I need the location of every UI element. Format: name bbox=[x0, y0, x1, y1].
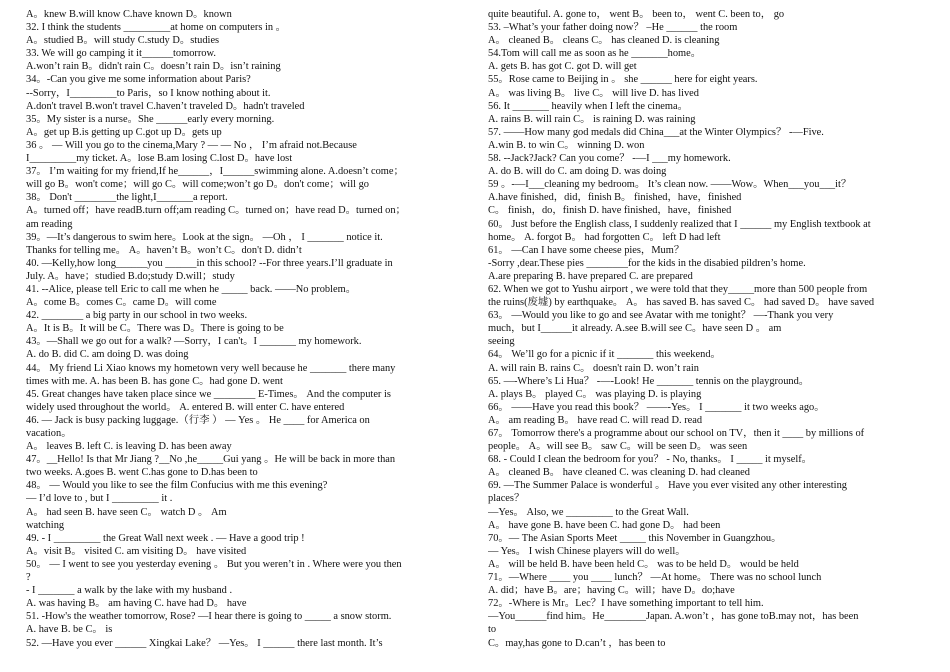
question-line: 58. --Jack?Jack? Can you come？ -—I ___my homework. bbox=[488, 153, 731, 165]
question-line: to bbox=[488, 624, 497, 636]
question-line: 37。 I’m waiting for my friend,If he______，I______swimming alone. A.doesn’t come； bbox=[26, 166, 404, 178]
question-line: 41. --Alice, please tell Eric to call me when he _____ back. ——No problem。 bbox=[26, 283, 357, 295]
question-line: A。 was living B。 live C。 will live D. has lived bbox=[488, 87, 699, 99]
question-line: C。 finish，do，finish D. have finished，have，finished bbox=[488, 205, 732, 217]
question-line: watching bbox=[26, 519, 65, 531]
question-line: A。 cleaned B。 have cleaned C. was cleaning D. had cleaned bbox=[488, 467, 750, 479]
question-line: A.are preparing B. have prepared C. are prepared bbox=[488, 270, 693, 282]
question-line: —Yes。 Also, we _________ to the Great Wall. bbox=[488, 506, 689, 518]
question-line: 65. —-Where’s Li Hua？ -—-Look! He _______ tennis on the playground。 bbox=[488, 375, 810, 387]
question-line: 34。-Can you give me some information about Paris? bbox=[26, 74, 251, 86]
question-line: A.win B. to win C。 winning D. won bbox=[488, 139, 645, 151]
question-line: 50。 — I went to see you yesterday evening 。 But you weren’t in . Where were you then bbox=[26, 558, 402, 570]
question-line: 57. ——How many god medals did China___at the Winter Olympics？ -—Five. bbox=[488, 126, 824, 138]
question-line: A。turned off；have readB.turn off;am reading C。turned on；have read D。turned on； bbox=[26, 205, 406, 217]
question-line: 71。—Where ____ you ____ lunch？ —At home。 There was no school lunch bbox=[488, 572, 822, 584]
question-line: 60。 Just before the English class, I suddenly realized that I ______ my English textbook at bbox=[488, 218, 871, 230]
question-line: 51. -How's the weather tomorrow, Rose? —I hear there is going to _____ a snow storm. bbox=[26, 611, 392, 623]
question-line: A。 cleaned B。 cleans C。 has cleaned D. is cleaning bbox=[488, 35, 720, 47]
question-line: 42. ________ a big party in our school in two weeks. bbox=[26, 310, 248, 322]
question-line: - I _______ a walk by the lake with my husband . bbox=[26, 585, 233, 597]
question-line: A。It is B。It will be C。There was D。There is going to be bbox=[26, 323, 284, 335]
question-line: 38。 Don't ________the light,I_______a report. bbox=[26, 192, 228, 204]
question-line: 64。 We’ll go for a picnic if it _______ this weekend。 bbox=[488, 349, 721, 361]
question-line: A。knew B.will know C.have known D。known bbox=[26, 9, 232, 20]
question-line: 40. —Kelly,how long______you ______in this school? --For three years.I’ll graduate in bbox=[26, 257, 393, 269]
question-line: 52. —Have you ever ______ Xingkai Lake？ —Yes。 I ______ there last month. It’s bbox=[26, 637, 383, 649]
question-line: A.don't travel B.won't travel C.haven’t traveled D。hadn't traveled bbox=[26, 100, 305, 112]
left-column bbox=[26, 8, 466, 650]
question-line: A. did；have B。are；having C。will；have D。do;have bbox=[488, 585, 735, 597]
question-line: much，but I______it already. A.see B.will see C。have seen D 。 am bbox=[488, 323, 782, 335]
question-line: A。get up B.is getting up C.got up D。gets up bbox=[26, 126, 222, 138]
question-line: places？ bbox=[488, 493, 525, 505]
question-line: A. gets B. has got C. got D. will get bbox=[488, 61, 637, 73]
question-line: 48。 — Would you like to see the film Confucius with me this evening? bbox=[26, 480, 328, 492]
question-line: quite beautiful. A. gone to， went B。 been to， went C. been to， go bbox=[488, 9, 785, 20]
question-line: A. was having B。 am having C. have had D。 have bbox=[26, 598, 247, 610]
question-line: — Yes。 I wish Chinese players will do well。 bbox=[488, 545, 686, 557]
question-line: 66。 ——Have you read this book？ ——-Yes。 I _______ it two weeks ago。 bbox=[488, 401, 825, 413]
question-line: ? bbox=[26, 572, 31, 584]
question-line: 67。 Tomorrow there's a programme about our school on TV，then it ____ by millions of bbox=[488, 428, 865, 439]
question-line: A.won’t rain B。didn't rain C。doesn’t rain D。isn’t raining bbox=[26, 61, 281, 73]
question-line: the ruins(废墟) by earthquake。 A。 has saved B. has saved C。 had saved D。 have saved bbox=[488, 297, 875, 309]
question-line: A。 leaves B. left C. is leaving D. has been away bbox=[26, 441, 232, 453]
question-line: A。 am reading B。 have read C. will read D. read bbox=[488, 414, 703, 426]
question-line: 59 。-—I___cleaning my bedroom。 It’s clean now. ——Wow。When___you___it？ bbox=[488, 179, 852, 191]
question-line: A. have B. be C。 is bbox=[26, 624, 113, 636]
question-line: 49. - I _________ the Great Wall next week . — Have a good trip ! bbox=[26, 532, 305, 544]
question-line: 39。—It’s dangerous to swim here。Look at the sign。 —Oh ， I _______ notice it. bbox=[26, 231, 383, 243]
question-line: 36 。 — Will you go to the cinema,Mary ? — — No ， I’m afraid not.Because bbox=[26, 139, 357, 151]
question-line: A。 will be held B. have been held C。 was to be held D。 would be held bbox=[488, 558, 799, 570]
question-line: 46. — Jack is busy packing luggage.（行李 ） — Yes 。 He ____ for America on bbox=[26, 414, 370, 426]
question-line: July. A。have；studied B.do;study D.will；study bbox=[26, 270, 235, 282]
question-line: A. will rain B. rains C。 doesn't rain D. won’t rain bbox=[488, 362, 699, 374]
question-line: 68. - Could I clean the bedroom for you？ - No, thanks。 I _____ it myself。 bbox=[488, 454, 813, 466]
question-line: will go B。won't come；will go C。will come;won’t go D。don't come；will go bbox=[26, 179, 369, 191]
question-line: —You______find him。He________Japan. A.won’t ，has gone toB.may not，has been bbox=[488, 611, 859, 623]
question-line: A。visit B。 visited C. am visiting D。 have visited bbox=[26, 545, 247, 557]
question-line: 56. It _______ heavily when I left the cinema。 bbox=[488, 100, 688, 112]
question-line: A。studied B。will study C.study D。studies bbox=[26, 35, 220, 47]
question-line: A。 have gone B. have been C. had gone D。 had been bbox=[488, 519, 721, 531]
question-line: --Sorry，I_________to Paris，so I know nothing about it. bbox=[26, 87, 271, 99]
question-line: — I’d love to , but I _________ it . bbox=[26, 493, 173, 505]
question-line: 70。— The Asian Sports Meet _____ this November in Guangzhou。 bbox=[488, 532, 782, 544]
question-line: 54.Tom will call me as soon as he _______home。 bbox=[488, 48, 702, 60]
question-line: I_________my ticket. A。lose B.am losing C.lost D。have lost bbox=[26, 153, 293, 165]
question-line: 69. —The Summer Palace is wonderful 。 Have you ever visited any other interesting bbox=[488, 480, 847, 492]
question-line: times with me. A. has been B. has gone C。had gone D. went bbox=[26, 375, 283, 387]
question-line: 53. –What’s your father doing now？ –He ______ the room bbox=[488, 22, 738, 34]
question-line: 45. Great changes have taken place since we ________ E-Times。 And the computer is bbox=[26, 388, 391, 400]
question-line: 62. When we got to Yushu airport , we were told that they_____more than 500 people from bbox=[488, 283, 868, 295]
question-line: A。come B。comes C。came D。will come bbox=[26, 297, 217, 309]
question-line: 35。My sister is a nurse。She ______early every morning. bbox=[26, 113, 275, 125]
question-line: C。may,has gone to D.can’t ，has been to bbox=[488, 637, 666, 649]
question-line: A. do B. did C. am doing D. was doing bbox=[26, 349, 189, 361]
question-line: 55。Rose came to Beijing in 。 she ______ here for eight years. bbox=[488, 74, 758, 86]
question-line: widely used throughout the world。 A. entered B. will enter C. have entered bbox=[26, 401, 345, 413]
question-line: people。 A。will see B。 saw C。will be seen D。 was seen bbox=[488, 441, 748, 453]
question-line: am reading bbox=[26, 218, 73, 230]
question-line: 61。 —Can I have some cheese pies，Mum？ bbox=[488, 244, 685, 256]
question-line: -Sorry ,dear.These pies ________for the kids in the disabied pildren’s home. bbox=[488, 257, 806, 269]
question-line: two weeks. A.goes B. went C.has gone to D.has been to bbox=[26, 467, 258, 479]
question-line: 32. I think the students _________at home on computers in 。 bbox=[26, 22, 287, 34]
question-line: seeing bbox=[488, 336, 515, 348]
question-line: Thanks for telling me。 A。haven’t B。won’t C。don't D. didn’t bbox=[26, 244, 302, 256]
question-line: 47。__Hello! Is that Mr Jiang ?__No ,he_____Gui yang 。He will be back in more than bbox=[26, 454, 396, 466]
question-line: A. rains B. will rain C。 is raining D. was raining bbox=[488, 113, 696, 125]
question-line: A。 had seen B. have seen C。 watch D 。 Am bbox=[26, 506, 227, 518]
question-line: 33. We will go camping it it______tomorrow. bbox=[26, 48, 216, 60]
question-line: 63。 —Would you like to go and see Avatar with me tonight？ —-Thank you very bbox=[488, 310, 834, 322]
question-line: home。 A. forgot B。 had forgotten C。 left D had left bbox=[488, 231, 721, 243]
question-line: 44。 My friend Li Xiao knows my hometown very well because he _______ there many bbox=[26, 362, 396, 374]
question-line: 43。—Shall we go out for a walk? —Sorry，I can't。I _______ my homework. bbox=[26, 336, 362, 348]
question-line: A. do B. will do C. am doing D. was doing bbox=[488, 166, 667, 178]
right-column bbox=[488, 8, 928, 650]
question-line: 72。-Where is Mr。Lec？I have something important to tell him. bbox=[488, 598, 764, 610]
question-line: A.have finished，did，finish B。 finished，have，finished bbox=[488, 192, 742, 204]
question-line: vacation。 bbox=[26, 428, 72, 439]
question-line: A. plays B。 played C。 was playing D. is playing bbox=[488, 388, 702, 400]
